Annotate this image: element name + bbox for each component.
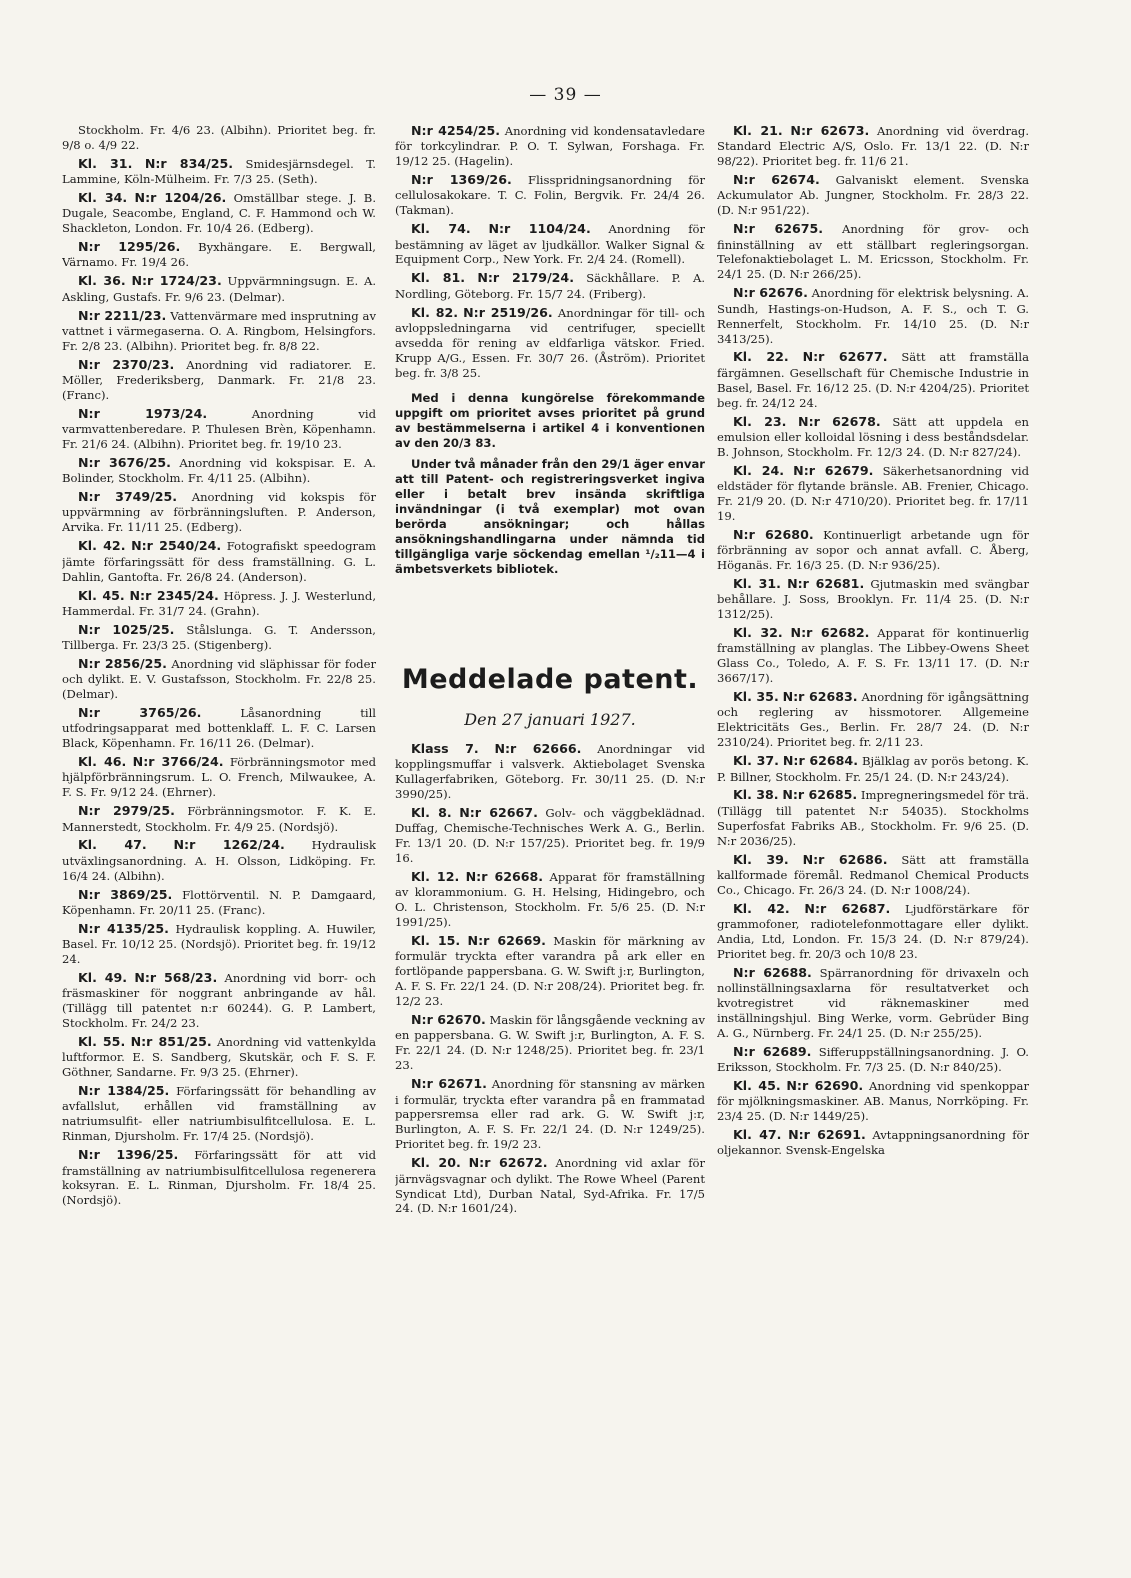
application-entry xyxy=(62,970,376,1031)
entry-class: Kl. 32. xyxy=(733,625,783,641)
entry-text: Sätt att framställa kallformade föremål. Redmanol Chemical Products Co., Chicago. Fr. 26/3 24. (D. N:r 1008/24). xyxy=(717,852,1029,897)
entry-class: Kl. 36. xyxy=(78,273,126,289)
entry-text: Anordning vid kondensatavledare för torkcylindrar. P. O. T. Sylwan, Forshaga. Fr. 19/12 25. (Hagelin). xyxy=(395,124,705,169)
entry-text: Låsanordning till utfodringsapparat med bottenklaff. L. F. C. Larsen Black, Köpenhamn. Fr. 16/11 26. (Delmar). xyxy=(62,706,376,751)
entry-text: Anordning för bestämning av läget av ljudkällor. Walker Signal & Equipment Corp., New York. Fr. 2/4 24. (Romell). xyxy=(395,222,705,267)
entry-text: Hydraulisk utväxlingsanordning. A. H. Olsson, Lidköping. Fr. 16/4 24. (Albihn). xyxy=(62,838,376,883)
application-entry xyxy=(62,273,376,304)
entry-text: Vattenvärmare med insprutning av vattnet i värmegaserna. O. A. Ringbom, Helsingfors. Fr. 2/8 23. (Albihn). Prioritet beg. fr. 8/8 22. xyxy=(62,308,376,353)
entry-text: Höpress. J. J. Westerlund, Hammerdal. Fr. 31/7 24. (Grahn). xyxy=(62,588,376,618)
column-3 xyxy=(717,123,1029,1566)
application-entry xyxy=(62,538,376,584)
entry-number: N:r 3749/25. xyxy=(78,489,178,505)
entry-number: N:r 4135/25. xyxy=(78,920,169,936)
entry-number: N:r 62670. xyxy=(411,1012,486,1028)
entry-text: Impregneringsmedel för trä. (Tillägg till patentet N:r 54035). Stockholms Superfosfat Fabriks AB., Stockholm. Fr. 9/6 25. (D. N:r 2036/25). xyxy=(717,788,1029,848)
section-date: Den 27 januari 1927. xyxy=(464,710,636,730)
patent-entry xyxy=(395,869,705,930)
entry-text: Byxhängare. E. Bergwall, Värnamo. Fr. 19/4 26. xyxy=(62,240,376,270)
patent-entry xyxy=(717,1078,1029,1124)
entry-text: Kontinuerligt arbetande ugn för förbränning av sopor och annat avfall. C. Åberg, Höganäs. Fr. 16/3 25. (D. N:r 936/25). xyxy=(717,527,1029,572)
application-entry xyxy=(395,172,705,218)
applications-continued xyxy=(395,123,705,381)
entry-number: N:r 4254/25. xyxy=(411,123,501,138)
entry-text: Ljudförstärkare för grammofoner, radiotelefonmottagare eller dylikt. Andia, Ltd, London. Fr. 15/3 24. (D. N:r 879/24). Prioritet beg. fr. 20/3 och 10/8 23. xyxy=(717,901,1029,961)
entry-text: Stålslunga. G. T. Andersson, Tillberga. Fr. 23/3 25. (Stigenberg). xyxy=(62,622,376,652)
entry-number: N:r 62677. xyxy=(802,349,888,365)
patent-entry xyxy=(717,753,1029,784)
patent-entry xyxy=(717,123,1029,169)
entry-text: Flisspridningsanordning för cellulosakokare. T. C. Folin, Bergvik. Fr. 24/4 26. (Takman). xyxy=(395,173,705,218)
entry-number: N:r 62684. xyxy=(782,753,858,769)
patent-entry xyxy=(717,625,1029,686)
patent-entry xyxy=(395,1076,705,1152)
entry-text: Anordningar vid kopplingsmuffar i valsverk. Aktiebolaget Svenska Kullagerfabriken, Göteborg. Fr. 30/11 25. (D. N:r 3990/25). xyxy=(395,741,705,801)
entry-number: N:r 1724/23. xyxy=(131,273,222,289)
entry-number: N:r 1204/26. xyxy=(134,190,227,206)
patent-entry xyxy=(717,965,1029,1041)
entry-number: N:r 62669. xyxy=(467,933,546,949)
patent-entry xyxy=(717,787,1029,848)
entry-number: N:r 62666. xyxy=(494,740,582,756)
entry-number: N:r 1384/25. xyxy=(78,1083,170,1099)
entry-class: Kl. 21. xyxy=(733,123,783,138)
entry-class: Kl. 8. xyxy=(411,804,452,820)
application-entry xyxy=(62,239,376,270)
patent-entry xyxy=(717,576,1029,622)
application-entry xyxy=(62,921,376,967)
entry-number: N:r 3869/25. xyxy=(78,886,173,902)
entry-class: Kl. 82. xyxy=(411,304,458,320)
patent-entry xyxy=(395,1155,705,1216)
section-heading: Meddelade patent. xyxy=(401,664,699,696)
entry-text: Spärranordning för drivaxeln och nollinställningsaxlarna för resultatverket och kvotregistret vid räknemaskiner med inställningshjul. Bing Werke, vorm. Gebrüder Bing A. G., Nürnberg. Fr. 24/1 25. (D. N:r 255/25). xyxy=(717,965,1029,1040)
entry-number: N:r 2540/24. xyxy=(131,538,222,554)
entry-text: Anordning vid vattenkylda luftformor. E. S. Sandberg, Skutskär, och F. S. F. Göthner, Sandarne. Fr. 9/3 25. (Ehrner). xyxy=(62,1035,376,1080)
entry-number: N:r 62689. xyxy=(733,1043,812,1059)
entry-text: Maskin för märkning av formulär tryckta efter varandra på ark eller en fortlöpande pappersbana. G. W. Swift j:r, Burlington, A. F. S. Fr. 22/1 24. (D. N:r 208/24). Prioritet beg. fr. 12/2 23. xyxy=(395,934,705,1009)
entry-text: Gjutmaskin med svängbar behållare. J. Soss, Brooklyn. Fr. 11/4 25. (D. N:r 1312/25). xyxy=(717,576,1029,622)
entry-class: Kl. 46. xyxy=(78,754,127,770)
application-entry xyxy=(395,221,705,267)
entry-number: N:r 62676. xyxy=(733,285,808,301)
entry-number: N:r 62673. xyxy=(790,123,870,138)
patent-entry xyxy=(717,221,1029,282)
patent-entry xyxy=(395,741,705,802)
entry-class: Kl. 55. xyxy=(78,1034,126,1050)
entry-number: N:r 1396/25. xyxy=(78,1147,179,1163)
entry-text: Omställbar stege. J. B. Dugale, Seacombe, England, C. F. Hammond och W. Shackleton, London. Fr. 10/4 26. (Edberg). xyxy=(62,191,376,236)
application-entry xyxy=(62,705,376,751)
entry-text: Anordning för grov- och fininställning av ett ställbart regleringsorgan. Telefonaktiebolaget L. M. Ericsson, Stockholm. Fr. 24/1 25. (D. N:r 266/25). xyxy=(717,222,1029,282)
entry-text: Apparat för kontinuerlig framställning av planglas. The Libbey-Owens Sheet Glass Co., Toledo, A. F. S. Fr. 13/11 17. (D. N:r 3667/17). xyxy=(717,626,1029,686)
entry-class: Klass 7. xyxy=(411,740,479,756)
entry-class: Kl. 47. xyxy=(78,837,147,853)
entry-number: N:r 62671. xyxy=(411,1076,487,1092)
application-entry xyxy=(62,1147,376,1208)
entry-class: Kl. 45. xyxy=(78,587,125,603)
entry-text: Säckhållare. P. A. Nordling, Göteborg. Fr. 15/7 24. (Friberg). xyxy=(395,271,705,301)
entry-text: Anordning för elektrisk belysning. A. Sundh, Hastings-on-Hudson, A. F. S., och T. G. Rennerfelt, Stockholm. Fr. 14/10 25. (D. N:r 3413/25). xyxy=(717,286,1029,346)
entry-number: N:r 62683. xyxy=(782,689,858,705)
entry-text: Säkerhetsanordning vid eldstäder för flytande bränsle. AB. Frenier, Chicago. Fr. 21/9 20. (D. N:r 4710/20). Prioritet beg. fr. 17/11 19. xyxy=(717,463,1029,523)
entry-number: N:r 3766/24. xyxy=(132,754,224,770)
entry-number: N:r 851/25. xyxy=(130,1034,212,1050)
entry-text: Förbränningsmotor. F. K. E. Mannerstedt, Stockholm. Fr. 4/9 25. (Nordsjö). xyxy=(62,804,376,834)
column-1 xyxy=(62,123,376,1566)
patent-entry xyxy=(717,901,1029,962)
entry-number: N:r 62668. xyxy=(465,869,544,885)
entry-number: N:r 1025/25. xyxy=(78,621,175,637)
patent-entry xyxy=(717,1127,1029,1158)
entry-text: Sätt att uppdela en emulsion eller kolloidal lösning i dess beståndsdelar. B. Johnson, Stockholm. Fr. 12/3 24. (D. N:r 827/24). xyxy=(717,414,1029,459)
entry-class: Kl. 34. xyxy=(78,190,128,206)
entry-text: Anordning för stansning av märken i formulär, tryckta efter varandra på en frammatad pappersremsa eller rad ark. G. W. Swift j:r, Burlington, A. F. S. Fr. 22/1 24. (D. N:r 1249/25). Prioritet beg. fr. 19/2 23. xyxy=(395,1077,705,1152)
entry-class: Kl. 23. xyxy=(733,413,787,429)
entry-text: Sifferuppställningsanordning. J. O. Eriksson, Stockholm. Fr. 7/3 25. (D. N:r 840/25). xyxy=(717,1044,1029,1075)
patent-entry xyxy=(395,933,705,1009)
entry-class: Kl. 47. xyxy=(733,1127,782,1143)
entry-text: Smidesjärnsdegel. T. Lammine, Köln-Mülheim. Fr. 7/3 25. (Seth). xyxy=(62,156,376,187)
entry-number: N:r 2856/25. xyxy=(78,655,167,671)
entry-number: N:r 62687. xyxy=(804,900,891,916)
patent-entry xyxy=(395,1012,705,1073)
entry-number: N:r 62685. xyxy=(782,787,858,803)
priority-notice: Med i denna kungörelse förekommande uppgift om prioritet avses prioritet på grund av bestämmelserna i artikel 4 i konventionen av den 20/3 83. xyxy=(395,390,705,450)
patent-entry xyxy=(717,689,1029,750)
entry-class: Kl. 12. xyxy=(411,869,460,885)
entry-number: N:r 62667. xyxy=(459,804,538,820)
entry-text: Anordning vid kokspisar. E. A. Bolinder, Stockholm. Fr. 4/11 25. (Albihn). xyxy=(62,456,376,486)
entry-number: N:r 3676/25. xyxy=(78,455,171,471)
application-entry xyxy=(62,406,376,452)
entry-number: N:r 1104/24. xyxy=(488,221,591,237)
application-entry xyxy=(395,270,705,301)
entry-class: Kl. 31. xyxy=(733,575,781,591)
entry-text: Stockholm. Fr. 4/6 23. (Albihn). Prioritet beg. fr. 9/8 o. 4/9 22. xyxy=(62,123,376,152)
entry-number: N:r 62680. xyxy=(733,526,814,542)
entry-number: N:r 2179/24. xyxy=(477,270,574,286)
entry-number: N:r 62686. xyxy=(802,851,888,867)
application-entry xyxy=(62,754,376,800)
entry-class: Kl. 49. xyxy=(78,969,128,985)
entry-number: N:r 62690. xyxy=(786,1078,864,1094)
entry-number: N:r 2345/24. xyxy=(129,587,219,603)
patent-entry xyxy=(717,1044,1029,1075)
entry-number: N:r 3765/26. xyxy=(78,705,202,721)
entry-text: Anordning vid överdrag. Standard Electric A/S, Oslo. Fr. 13/1 22. (D. N:r 98/22). Prioritet beg. fr. 11/6 21. xyxy=(717,124,1029,169)
entry-number: N:r 568/23. xyxy=(134,969,218,985)
application-entry xyxy=(62,357,376,403)
entry-number: N:r 62674. xyxy=(733,172,820,188)
application-entry xyxy=(62,588,376,619)
entry-number: N:r 2979/25. xyxy=(78,803,175,819)
entry-class: Kl. 37. xyxy=(733,753,779,769)
entry-number: N:r 62679. xyxy=(793,462,874,478)
page-number: — 39 — xyxy=(529,85,602,105)
entry-text: Hydraulisk koppling. A. Huwiler, Basel. Fr. 10/12 25. (Nordsjö). Prioritet beg. fr. 19/12 24. xyxy=(62,921,376,966)
entry-text: Anordningar för till- och avloppsledningarna vid centrifuger, speciellt avsedda för rening av eldfarliga vätskor. Fried. Krupp A/G., Essen. Fr. 30/7 26. (Åström). Prioritet beg. fr. 3/8 25. xyxy=(395,305,705,380)
patent-entry xyxy=(395,805,705,866)
entry-number: N:r 2370/23. xyxy=(78,356,175,372)
entry-class: Kl. 81. xyxy=(411,270,466,286)
column-2 xyxy=(395,123,705,1566)
entry-class: Kl. 35. xyxy=(733,689,779,705)
entry-number: N:r 1369/26. xyxy=(411,172,512,188)
entry-text: Förfaringssätt för att vid framställning av natriumbisulfitcellulosa regenerera koksyran. E. L. Rinman, Djursholm. Fr. 18/4 25. (Nordsjö). xyxy=(62,1148,376,1208)
entry-number: N:r 62681. xyxy=(787,575,865,591)
objection-notice: Under två månader från den 29/1 äger envar att till Patent- och registreringsverket ingiva eller i betalt brev insända skriftliga invändningar (i två exemplar) mot ovan berörda ansökningar; och hållas ansökningshandlingarna under nämnda tid tillgängliga varje söckendag emellan ¹/₂11—4 i ämbetsverkets bibliotek. xyxy=(395,456,705,577)
entry-text: Uppvärmningsugn. E. A. Askling, Gustafs. Fr. 9/6 23. (Delmar). xyxy=(62,274,376,304)
application-entry xyxy=(62,455,376,486)
patent-entry xyxy=(717,463,1029,524)
entry-number: N:r 834/25. xyxy=(144,155,234,171)
entry-class: Kl. 24. xyxy=(733,462,785,478)
entry-class: Kl. 39. xyxy=(733,851,789,867)
patent-entry xyxy=(717,852,1029,898)
entry-class: Kl. 20. xyxy=(411,1155,461,1171)
entry-text: Avtappningsanordning för oljekannor. Svensk-Engelska xyxy=(717,1128,1029,1158)
entry-text: Galvaniskt element. Svenska Ackumulator Ab. Jungner, Stockholm. Fr. 28/3 22. (D. N:r 951/22). xyxy=(717,173,1029,218)
entry-number: N:r 62672. xyxy=(468,1155,548,1171)
entry-text: Anordning för igångsättning och reglering av hissmotorer. Allgemeine Elektricitäts Ges., Berlin. Fr. 28/7 24. (D. N:r 2310/24). Prioritet beg. fr. 2/11 23. xyxy=(717,690,1029,750)
application-entry xyxy=(62,308,376,354)
entry-class: Kl. 74. xyxy=(411,221,471,237)
entry-class: Kl. 45. xyxy=(733,1078,781,1094)
entry-text: Flottörventil. N. P. Damgaard, Köpenhamn. Fr. 20/11 25. (Franc). xyxy=(62,887,376,917)
patent-entry xyxy=(717,172,1029,218)
patent-entry xyxy=(717,349,1029,410)
patents-list xyxy=(395,741,705,1217)
patent-entry xyxy=(717,527,1029,573)
entry-text: Anordning vid borr- och fräsmaskiner för noggrant anbringande av hål. (Tillägg till patentet n:r 60244). G. P. Lambert, Stockholm. Fr. 24/2 23. xyxy=(62,970,376,1031)
application-entry xyxy=(62,123,376,153)
entry-class: Kl. 42. xyxy=(733,900,790,916)
entry-text: Förfaringssätt för behandling av avfallslut, erhållen vid framställning av natriumsulfit- eller natriumbisulfitcellulosa. E. L. Rinman, Djursholm. Fr. 17/4 25. (Nordsjö). xyxy=(62,1084,376,1144)
entry-text: Fotografiskt speedogram jämte förfaringssätt för dess framställning. G. L. Dahlin, Gantofta. Fr. 26/8 24. (Anderson). xyxy=(62,539,376,584)
application-entry xyxy=(62,837,376,883)
application-entry xyxy=(62,190,376,236)
application-entry xyxy=(62,1083,376,1144)
application-entry xyxy=(395,305,705,381)
entry-class: Kl. 31. xyxy=(78,155,133,171)
application-entry xyxy=(62,156,376,187)
entry-text: Anordning vid kokspis för uppvärmning av förbränningsluften. P. Anderson, Arvika. Fr. 11/11 25. (Edberg). xyxy=(62,490,376,535)
entry-text: Anordning vid axlar för järnvägsvagnar och dylikt. The Rowe Wheel (Parent Syndicat Ltd), Durban Natal, Syd-Afrika. Fr. 17/5 24. (D. N:r 1601/24). xyxy=(395,1156,705,1216)
application-entry xyxy=(62,1034,376,1080)
application-entry xyxy=(62,622,376,653)
entry-class: Kl. 15. xyxy=(411,933,461,949)
application-entry xyxy=(395,123,705,169)
entry-text: Förbränningsmotor med hjälpförbränningsrum. L. O. French, Milwaukee, A. F. S. Fr. 9/12 24. (Ehrner). xyxy=(62,755,376,800)
entry-number: N:r 2211/23. xyxy=(78,307,167,323)
patent-entry xyxy=(717,414,1029,460)
application-entry xyxy=(62,656,376,702)
application-entry xyxy=(62,489,376,535)
entry-text: Anordning vid varmvattenberedare. P. Thulesen Brèn, Köpenhamn. Fr. 21/6 24. (Albihn). Prioritet beg. fr. 19/10 23. xyxy=(62,406,376,452)
entry-class: Kl. 22. xyxy=(733,349,789,365)
entry-number: N:r 1262/24. xyxy=(173,837,285,853)
entry-text: Maskin för långsgående veckning av en pappersbana. G. W. Swift j:r, Burlington, A. F. S. Fr. 22/1 24. (D. N:r 1248/25). Prioritet beg. fr. 23/1 23. xyxy=(395,1013,705,1073)
entry-class: Kl. 38. xyxy=(733,787,779,803)
entry-text: Golv- och väggbeklädnad. Duffag, Chemische-Technisches Werk A. G., Berlin. Fr. 13/1 20. (D. N:r 157/25). Prioritet beg. fr. 19/9 16. xyxy=(395,805,705,866)
entry-class: Kl. 42. xyxy=(78,538,126,554)
entry-text: Sätt att framställa färgämnen. Gesellschaft für Chemische Industrie in Basel, Basel. Fr. 16/12 25. (D. N:r 4204/25). Prioritet beg. fr. 24/12 24. xyxy=(717,350,1029,410)
entry-text: Anordning vid radiatorer. E. Möller, Frederiksberg, Danmark. Fr. 21/8 23. (Franc). xyxy=(62,357,376,402)
entry-number: N:r 62675. xyxy=(733,221,824,237)
entry-number: N:r 62678. xyxy=(798,413,881,429)
patent-entry xyxy=(717,285,1029,346)
entry-number: N:r 1973/24. xyxy=(78,405,208,421)
entry-number: N:r 62688. xyxy=(733,964,812,980)
entry-number: N:r 62682. xyxy=(790,625,870,641)
entry-number: N:r 2519/26. xyxy=(463,304,553,320)
application-entry xyxy=(62,803,376,834)
application-entry xyxy=(62,887,376,918)
entry-number: N:r 62691. xyxy=(788,1127,866,1143)
entry-text: Apparat för framställning av klorammonium. G. H. Helsing, Hidingebro, och O. L. Christenson, Stockholm. Fr. 5/6 25. (D. N:r 1991/25). xyxy=(395,870,705,930)
entry-text: Anordning vid spenkoppar för mjölkningsmaskiner. AB. Manus, Norrköping. Fr. 23/4 25. (D. N:r 1449/25). xyxy=(717,1079,1029,1124)
entry-text: Anordning vid släphissar för foder och dylikt. E. V. Gustafsson, Stockholm. Fr. 22/8 25. (Delmar). xyxy=(62,656,376,702)
entry-text: Bjälklag av porös betong. K. P. Billner, Stockholm. Fr. 25/1 24. (D. N:r 243/24). xyxy=(717,754,1029,784)
entry-number: N:r 1295/26. xyxy=(78,239,181,255)
